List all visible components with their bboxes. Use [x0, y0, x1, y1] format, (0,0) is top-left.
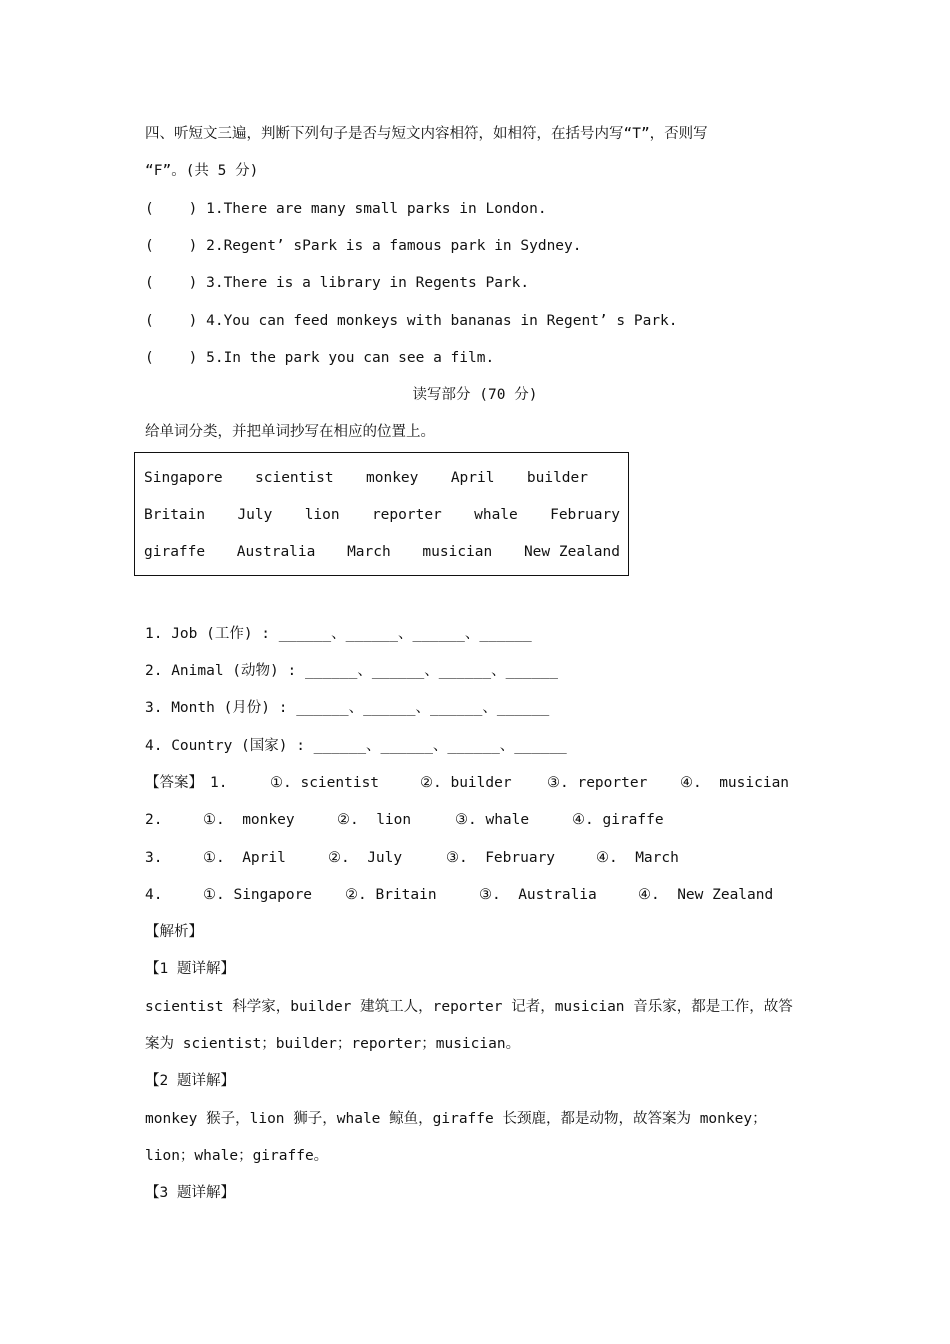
answer-cell: ②. July [328, 850, 403, 866]
classify-instruction: 给单词分类，并把单词抄写在相应的位置上。 [145, 424, 435, 440]
analysis-q2-title: 【2 题详解】 [145, 1073, 235, 1089]
answer-cell: ③. whale [455, 812, 530, 828]
answer-row-number: 1. [210, 775, 228, 791]
analysis-q1-line1: scientist 科学家，builder 建筑工人，reporter 记者，musician 音乐家，都是工作，故答 [145, 999, 793, 1015]
answer-cell: ④. March [596, 850, 679, 866]
answer-cell: ③. February [446, 850, 556, 866]
word-bank-word: whale [474, 507, 518, 523]
word-bank-word: scientist [255, 470, 334, 486]
word-bank-word: Singapore [144, 470, 223, 486]
word-bank-row-2 [144, 505, 620, 525]
classify-question-4: 4. Country (国家) : ______、______、______、______ [145, 738, 567, 754]
word-bank-word: monkey [366, 470, 419, 486]
answer-cell: ④. musician [680, 775, 790, 791]
word-bank-word: Britain [144, 507, 206, 523]
word-bank-word: builder [526, 470, 588, 486]
section-title: 读写部分 (70 分) [412, 387, 538, 403]
listening-item-2: ( ) 2.Regent’ sPark is a famous park in Sydney. [145, 238, 582, 254]
word-bank-box [134, 452, 629, 576]
analysis-q2-line1: monkey 猴子，lion 狮子，whale 鲸鱼，giraffe 长颈鹿，都是动物，故答案为 monkey； [145, 1111, 767, 1127]
answer-cell: ④. New Zealand [638, 887, 774, 903]
answer-cell: ③. Australia [479, 887, 597, 903]
listening-item-5: ( ) 5.In the park you can see a film. [145, 350, 495, 366]
answer-row-number: 2. [145, 812, 163, 828]
word-bank-word: February [550, 507, 620, 523]
answer-cell: ①. Singapore [203, 887, 313, 903]
answer-cell: ①. April [203, 850, 286, 866]
word-bank-word: lion [304, 507, 340, 523]
word-bank-word: July [237, 507, 273, 523]
answer-cell: ②. Britain [345, 887, 437, 903]
classify-question-1: 1. Job (工作) : ______、______、______、______ [145, 626, 532, 642]
word-bank-word: musician [422, 544, 493, 560]
classify-question-2: 2. Animal (动物) : ______、______、______、______ [145, 663, 558, 679]
word-bank-word: March [347, 544, 391, 560]
answer-row-number: 4. [145, 887, 163, 903]
classify-question-3: 3. Month (月份) : ______、______、______、______ [145, 700, 550, 716]
answer-cell: ②. lion [337, 812, 412, 828]
word-bank-word: April [450, 470, 495, 486]
answer-cell: ①. scientist [270, 775, 380, 791]
listening-item-1: ( ) 1.There are many small parks in London. [145, 201, 547, 217]
listening-heading-line2: “F”。(共 5 分) [145, 163, 259, 179]
answer-cell: ③. reporter [547, 775, 648, 791]
word-bank-row-1 [144, 468, 588, 488]
word-bank-word: reporter [371, 507, 442, 523]
word-bank-word: Australia [236, 544, 316, 560]
analysis-q1-line2: 案为 scientist；builder；reporter；musician。 [145, 1036, 521, 1052]
analysis-label: 【解析】 [145, 924, 203, 940]
analysis-q2-line2: lion；whale；giraffe。 [145, 1148, 329, 1164]
word-bank-word: New Zealand [523, 544, 620, 560]
word-bank-row-3 [144, 542, 620, 562]
word-bank-word: giraffe [144, 544, 206, 560]
listening-item-4: ( ) 4.You can feed monkeys with bananas in Regent’ s Park. [145, 313, 678, 329]
answer-cell: ②. builder [420, 775, 512, 791]
listening-item-3: ( ) 3.There is a library in Regents Park. [145, 275, 530, 291]
analysis-q3-title: 【3 题详解】 [145, 1185, 235, 1201]
analysis-q1-title: 【1 题详解】 [145, 961, 235, 977]
answer-label: 【答案】 [145, 775, 203, 791]
answer-cell: ④. giraffe [572, 812, 664, 828]
answer-cell: ①. monkey [203, 812, 295, 828]
answer-row-number: 3. [145, 850, 163, 866]
listening-heading-line1: 四、听短文三遍，判断下列句子是否与短文内容相符，如相符，在括号内写“T”，否则写 [145, 126, 708, 142]
